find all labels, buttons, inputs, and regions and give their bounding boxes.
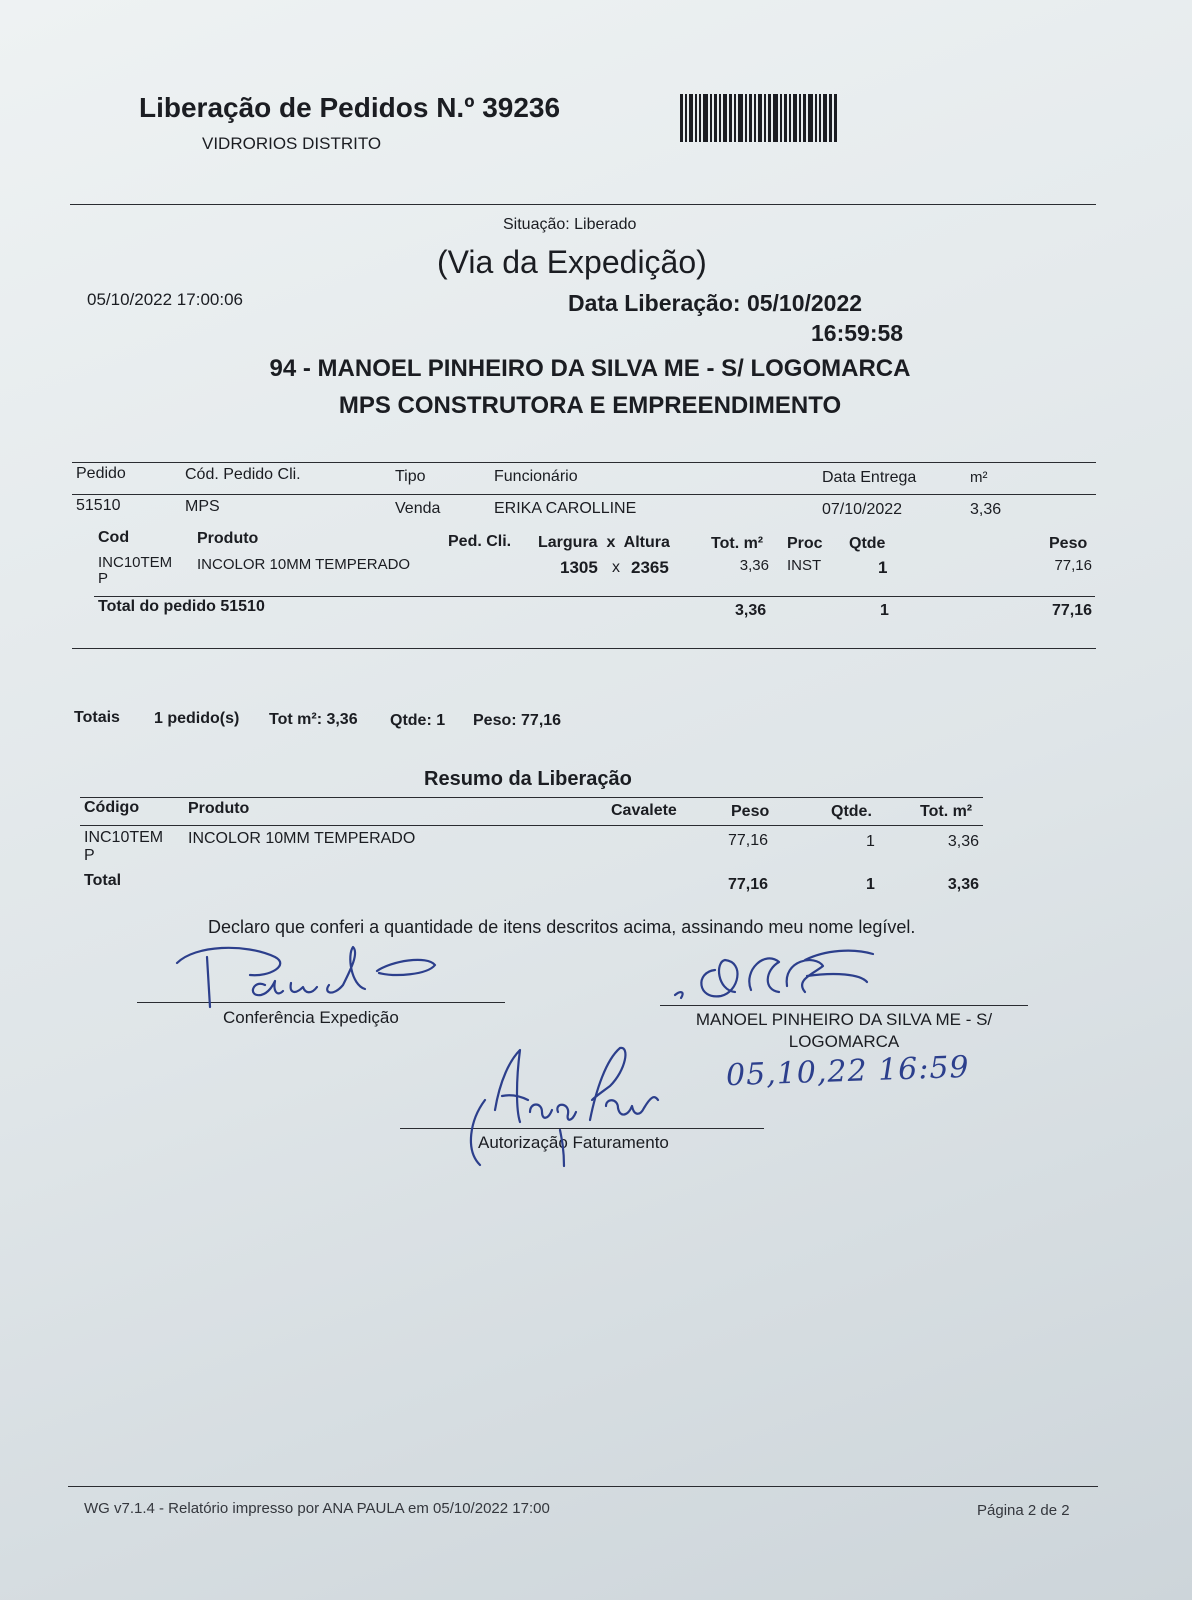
summary-total-qtde: 1 [866,876,875,893]
col-cavalete: Cavalete [611,802,677,819]
col-qtde: Qtde [849,535,886,552]
cell-tot-m2: 3,36 [739,557,769,574]
status-label: Situação: Liberado [503,216,637,233]
col-largura-altura: Largura x Altura [538,534,670,551]
cell-funcionario: ERIKA CAROLLINE [494,500,637,517]
cell-x: x [612,559,620,576]
cell-produto: INCOLOR 10MM TEMPERADO [197,556,411,573]
col-pedido: Pedido [76,465,126,482]
col-ped-cli: Ped. Cli. [448,533,512,550]
barcode [680,94,860,142]
col-tot-m2: Tot. m² [711,535,764,552]
release-time: 16:59:58 [811,320,904,346]
summary-top-rule [80,797,983,798]
signature-label-cliente-line1: MANOEL PINHEIRO DA SILVA ME - S/ [695,1010,993,1029]
col-summary-tot-m2: Tot. m² [920,803,973,820]
order-total-label: Total do pedido 51510 [98,598,265,615]
cell-proc: INST [787,557,822,574]
company-name: VIDRORIOS DISTRITO [202,134,382,153]
cell-cod-pedido-cli: MPS [185,498,220,515]
totals-peso: Peso: 77,16 [473,712,562,729]
release-date: Data Liberação: 05/10/2022 [568,290,863,316]
totals-qtde: Qtde: 1 [390,712,446,729]
summary-cell-codigo-1: INC10TEM [84,829,164,846]
col-produto: Produto [197,530,259,547]
client-company: MPS CONSTRUTORA E EMPREENDIMENTO [338,392,842,419]
col-cod: Cod [98,529,130,546]
cell-peso: 77,16 [1054,557,1092,574]
col-summary-qtde: Qtde. [831,803,872,820]
order-total-peso: 77,16 [1051,602,1092,619]
summary-total-peso: 77,16 [728,876,769,893]
col-codigo: Código [84,799,140,816]
summary-total-label: Total [84,872,122,889]
summary-cell-produto: INCOLOR 10MM TEMPERADO [188,830,416,847]
totals-pedidos: 1 pedido(s) [154,710,240,727]
col-data-entrega: Data Entrega [822,469,917,486]
totals-m2: Tot m²: 3,36 [269,711,358,728]
signature-paula [165,935,465,1015]
summary-cell-tot-m2: 3,36 [947,833,979,850]
item-total-rule [94,596,1095,597]
document-title: Liberação de Pedidos N.º 39236 [139,92,561,123]
print-timestamp: 05/10/2022 17:00:06 [87,290,243,309]
header-divider [70,204,1096,205]
cell-data-entrega: 07/10/2022 [822,501,903,518]
cell-qtde: 1 [878,558,888,577]
signature-cliente [655,940,885,1010]
cell-cod-2: P [98,570,109,587]
cell-m2: 3,36 [970,501,1002,518]
totals-label: Totais [74,709,120,726]
order-table-header-rule [72,494,1096,495]
summary-title: Resumo da Liberação [424,768,632,790]
signature-label-cliente-line2: LOGOMARCA [788,1032,900,1051]
cell-largura: 1305 [560,558,598,577]
signature-label-conferencia: Conferência Expedição [223,1008,399,1027]
col-summary-produto: Produto [188,800,250,817]
col-m2: m² [970,469,988,486]
order-section-rule [72,648,1096,649]
order-total-qtde: 1 [880,602,889,619]
footer-report-info: WG v7.1.4 - Relatório impresso por ANA PAULA em 05/10/2022 17:00 [84,1500,550,1517]
copy-label: (Via da Expedição) [437,244,707,280]
summary-cell-qtde: 1 [866,833,875,850]
footer-divider [68,1486,1098,1487]
summary-header-rule [80,825,983,826]
page-number: Página 2 de 2 [977,1502,1070,1519]
summary-total-tot-m2: 3,36 [947,876,979,893]
declaration-text: Declaro que conferi a quantidade de itens descritos acima, assinando meu nome legível. [208,917,916,937]
col-funcionario: Funcionário [494,468,578,485]
signature-ana-paula [450,1040,680,1170]
col-peso: Peso [1049,535,1088,552]
col-proc: Proc [787,535,823,552]
summary-cell-codigo-2: P [84,847,95,864]
handwritten-date: 05,10,22 16:59 [725,1049,971,1094]
signature-label-cliente [660,1009,1028,1053]
col-summary-peso: Peso [731,803,770,820]
signature-label-autorizacao: Autorização Faturamento [478,1133,669,1152]
cell-cod-1: INC10TEM [98,554,173,571]
cell-pedido: 51510 [76,497,121,514]
client-name: 94 - MANOEL PINHEIRO DA SILVA ME - S/ LOGOMARCA [269,355,911,382]
col-tipo: Tipo [395,468,426,485]
order-table-top-rule [72,462,1096,463]
order-total-m2: 3,36 [735,602,767,619]
summary-cell-peso: 77,16 [728,832,769,849]
cell-altura: 2365 [631,558,669,577]
cell-tipo: Venda [395,500,441,517]
col-cod-pedido-cli: Cód. Pedido Cli. [185,466,301,483]
